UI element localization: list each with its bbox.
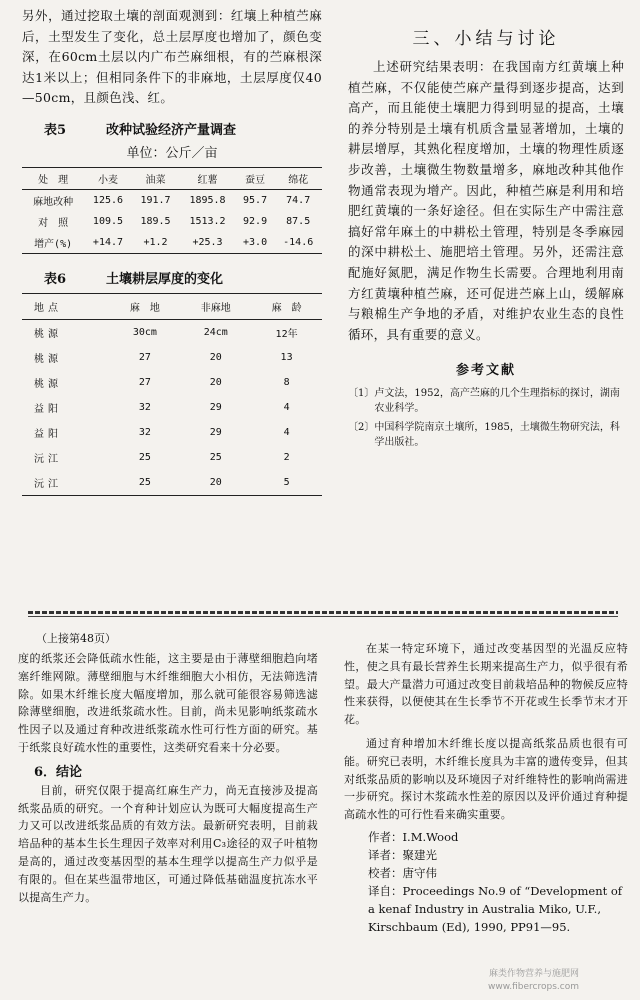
table-cell: 1513.2	[189, 215, 226, 227]
table5-header: 油菜	[145, 174, 166, 186]
table6-header-row	[22, 293, 322, 319]
table5-header: 蚕豆	[245, 174, 266, 186]
table-cell: 74.7	[286, 194, 311, 206]
table-cell: 1895.8	[189, 194, 226, 206]
table5-caption	[22, 119, 322, 138]
table-cell: 20	[209, 476, 222, 488]
table-cell: 25	[138, 451, 151, 463]
table-cell: 对 照	[38, 217, 69, 229]
section-divider	[28, 611, 618, 614]
table-cell: -14.6	[283, 236, 314, 248]
table-cell: 4	[283, 401, 290, 413]
table-cell: 27	[138, 351, 151, 363]
reference-number: 〔2〕	[348, 422, 375, 434]
left-top-column	[22, 6, 322, 496]
table6	[22, 293, 322, 496]
table5-title: 改种试验经济产量调查	[106, 122, 237, 138]
table-cell: 25	[138, 476, 151, 488]
table-cell: 29	[209, 401, 222, 413]
table-cell: 125.6	[92, 194, 124, 206]
reference-text: 卢文法，1952，高产苎麻的几个生理指标的探讨，湖南农业科学。	[374, 388, 620, 415]
author-credit: 作者：I.M.Wood	[368, 829, 459, 844]
reference-item	[348, 386, 624, 416]
table-cell: 29	[209, 426, 222, 438]
table6-label: 表6	[44, 271, 67, 287]
table-row	[22, 470, 322, 496]
table-row	[22, 395, 322, 420]
right-bottom-column	[344, 640, 628, 936]
table-cell: +25.3	[192, 236, 223, 248]
table-cell: 20	[209, 351, 222, 363]
table-cell: 益阳	[34, 428, 62, 440]
table-cell: 增产(%)	[34, 238, 73, 250]
table-cell: 32	[138, 401, 151, 413]
table-cell: 2	[283, 451, 290, 463]
table5-header: 处 理	[38, 174, 69, 186]
reference-item	[348, 420, 624, 450]
watermark-url: www.fibercrops.com	[488, 982, 579, 992]
intro-paragraph: 另外，通过挖取土壤的剖面观测到：红壤上种植苎麻后，土型发生了变化，总土层厚度也增加了，颜色变深，在60cm土层以内广布苎麻细根，有的苎麻根深达1米以上；但相同条件下的非麻地，土层厚度仅40—50cm，且颜色浅、红。	[22, 8, 322, 106]
summary-paragraph: 上述研究结果表明：在我国南方红黄壤上种植苎麻，不仅能使苎麻产量得到逐步提高，达到高产，而且能使土壤肥力得到明显的提高，土壤的养分特别是土壤有机质含量显著增加，土壤的耕层增厚，其熟化程度增加，土壤的物理性质逐步改善，土壤微生物数量增多，麻地改种其他作物通常表现为增产。因此，种植苎麻是利用和培肥红黄壤的一条好途径。但在实际生产中需注意搞好常年麻土的中耕松土管理，特别是冬季麻园的深中耕松土、施肥培土管理。另外，还需注意配施好氮肥，满足作物生长需要。合理地利用南方红黄壤种植苎麻，还可促进苎麻上山，缓解麻与粮棉生产争地的矛盾，对维护农业生态的良性循环，具有重要的意义。	[348, 59, 624, 342]
table-cell: 25	[209, 451, 222, 463]
table-cell: 191.7	[140, 194, 171, 206]
table-cell: 沅江	[34, 478, 62, 490]
table-cell: 30cm	[132, 326, 157, 338]
table-row	[22, 345, 322, 370]
table-cell: 桃源	[34, 328, 62, 340]
table-cell: 麻地改种	[33, 196, 74, 208]
table-cell: 5	[283, 476, 290, 488]
table-cell: +14.7	[92, 236, 124, 248]
conclusion-heading: 6．结论	[34, 764, 83, 780]
table6-header: 麻 龄	[271, 302, 302, 314]
photoperiod-paragraph: 在某一特定环境下，通过改变基因型的光温反应特性，使之具有最长营养生长期来提高生产力，似乎很有希望。最大产量潜力可通过改变目前栽培品种的物候反应特性来获得，以便使其在生长季节不开花或生长季节末才开花。	[344, 642, 628, 727]
reference-text: 中国科学院南京土壤所，1985，土壤微生物研究法，科学出版社。	[374, 422, 620, 449]
table-row	[22, 420, 322, 445]
table-cell: 32	[138, 426, 151, 438]
table5-header: 小麦	[97, 174, 118, 186]
table6-header: 地点	[34, 302, 62, 314]
table-cell: 95.7	[243, 194, 268, 206]
table5-label: 表5	[44, 122, 67, 138]
pulp-paragraph: 度的纸浆还会降低疏水性能，这主要是由于薄壁细胞趋向堵塞纤维网隙。薄壁细胞与木纤维细胞大小相仿，无法筛选清除。如果木纤维长度大幅度增加，那么就可能很容易筛选滤除薄壁细胞，改进纸浆疏水性。目前，尚未见影响纸浆疏水性因子以及通过育种改进纸浆疏水性可行性方面的研究。基于纸浆良好疏水性的重要性，这类研究看来十分必要。	[18, 652, 318, 754]
table-cell: 27	[138, 376, 151, 388]
fiber-paragraph: 通过育种增加木纤维长度以提高纸浆品质也很有可能。研究已表明，木纤维长度具为丰富的遗传变异，但其对纸浆品质的影响以及环境因子对纤维特性的影响尚需进一步研究。探讨木浆疏水性差的原因以及评价通过育种提高疏水性的可行性看来确实重要。	[344, 736, 628, 822]
right-top-column	[348, 6, 624, 454]
table-cell: +3.0	[243, 236, 268, 248]
table-row	[22, 370, 322, 395]
watermark-title: 麻类作物营养与施肥网	[488, 969, 579, 979]
table-cell: +1.2	[143, 236, 168, 248]
table5	[22, 167, 322, 254]
conclusion-paragraph: 目前，研究仅限于提高红麻生产力，尚无直接涉及提高纸浆品质的研究。一个育种计划应认为既可大幅度提高生产力又可以改进纸浆品质的有效方法。最新研究表明，目前栽培品种的基本生长生理因子效率对利用C₃途径的双子叶植物是高的，通过改变基因型的基本生理学以提高生产力似乎是有限的。但在某些温带地区，可通过降低基础温度抗冻水平以提高生产力。	[18, 783, 318, 904]
table-cell: 桃源	[34, 353, 62, 365]
table5-header: 红薯	[197, 174, 218, 186]
table-row	[22, 211, 322, 232]
table-cell: 20	[209, 376, 222, 388]
source-credit: 译自：Proceedings No.9 of “Development of a kenaf Industry in Australia Miko, U.F., Kirschbaum (Ed), 1990, PP91—95.	[368, 883, 623, 934]
continued-note: （上接第48页）	[36, 632, 116, 645]
references-title: 参考文献	[455, 363, 516, 379]
section-title: 三、小结与讨论	[412, 29, 560, 49]
section-divider-line	[28, 616, 618, 617]
table-cell: 益阳	[34, 403, 62, 415]
watermark	[488, 968, 579, 994]
table6-header: 麻 地	[129, 302, 160, 314]
table-cell: 4	[283, 426, 290, 438]
table5-header-row	[22, 167, 322, 189]
table6-title: 土壤耕层厚度的变化	[106, 271, 224, 287]
table-cell: 沅江	[34, 453, 62, 465]
table5-header: 绵花	[288, 174, 309, 186]
table-cell: 87.5	[286, 215, 311, 227]
left-bottom-column	[18, 630, 318, 906]
table-row	[22, 189, 322, 211]
table-cell: 24cm	[203, 326, 228, 338]
table6-header: 非麻地	[200, 302, 231, 314]
reference-number: 〔1〕	[348, 388, 375, 400]
proofreader-credit: 校者：唐守伟	[368, 865, 437, 880]
table-row	[22, 445, 322, 470]
table-cell: 12年	[275, 328, 298, 340]
table-cell: 92.9	[243, 215, 268, 227]
table6-caption	[22, 268, 322, 287]
translator-credit: 译者：聚建光	[368, 847, 437, 862]
table-cell: 189.5	[140, 215, 171, 227]
table5-unit: 单位：公斤／亩	[126, 145, 218, 161]
table-cell: 109.5	[92, 215, 124, 227]
table-cell: 桃源	[34, 378, 62, 390]
table-cell: 13	[280, 351, 293, 363]
table-row	[22, 319, 322, 345]
table-row	[22, 232, 322, 254]
table-cell: 8	[283, 376, 290, 388]
